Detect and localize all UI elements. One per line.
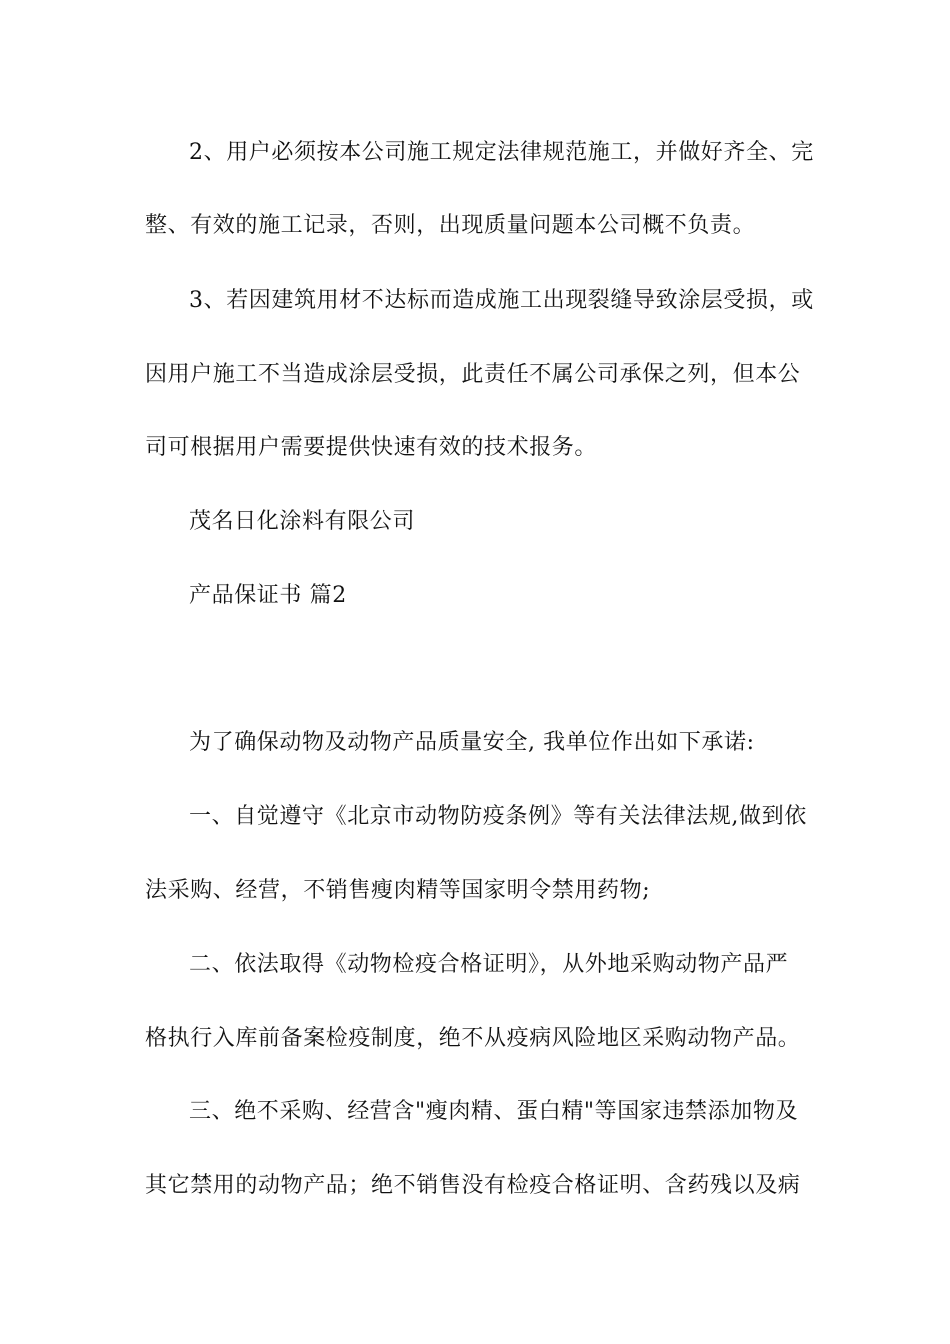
- paragraph-line: 一、自觉遵守《北京市动物防疫条例》等有关法律法规,做到依: [189, 804, 807, 829]
- paragraph-line: 3、若因建筑用材不达标而造成施工出现裂缝导致涂层受损，或: [189, 288, 814, 313]
- paragraph-line: 整、有效的施工记录，否则，出现质量问题本公司概不负责。: [145, 213, 756, 238]
- paragraph-line: 为了确保动物及动物产品质量安全, 我单位作出如下承诺:: [189, 730, 755, 755]
- section-heading: 产品保证书 篇2: [189, 583, 347, 608]
- paragraph-line: 法采购、经营，不销售瘦肉精等国家明令禁用药物;: [145, 878, 651, 903]
- paragraph-line: 三、绝不采购、经营含"瘦肉精、蛋白精"等国家违禁添加物及: [189, 1099, 799, 1124]
- paragraph-line: 因用户施工不当造成涂层受损，此责任不属公司承保之列，但本公: [145, 362, 801, 387]
- paragraph-line: 二、依法取得《动物检疫合格证明》，从外地采购动物产品严: [189, 952, 789, 977]
- paragraph-line: 格执行入库前备案检疫制度，绝不从疫病风险地区采购动物产品。: [145, 1026, 801, 1051]
- company-name: 茂名日化涂料有限公司: [189, 509, 416, 534]
- paragraph-line: 其它禁用的动物产品；绝不销售没有检疫合格证明、含药残以及病: [145, 1173, 801, 1198]
- paragraph-line: 司可根据用户需要提供快速有效的技术报务。: [145, 435, 598, 460]
- paragraph-line: 2、用户必须按本公司施工规定法律规范施工，并做好齐全、完: [189, 140, 814, 165]
